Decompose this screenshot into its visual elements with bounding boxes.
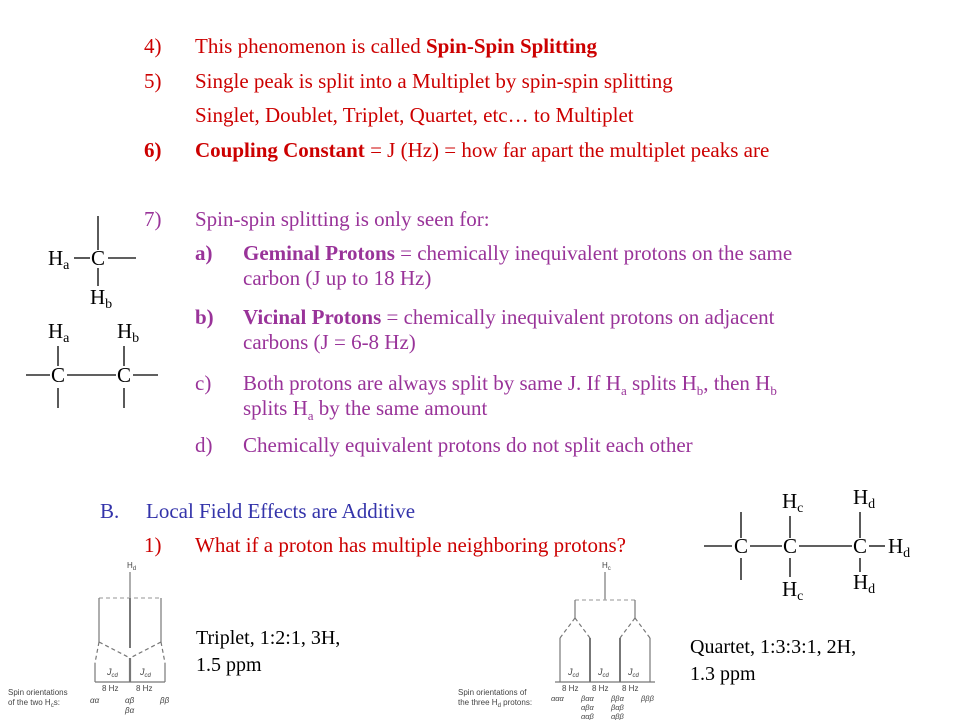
propane-structure	[700, 482, 930, 607]
coupling-hz: 8 Hz	[622, 684, 639, 693]
hydrogen-label: H	[888, 534, 904, 558]
subscript: c	[607, 566, 611, 572]
spin-orientation-label: s:	[53, 698, 60, 707]
item-text: Spin-spin splitting is only seen for:	[195, 207, 490, 231]
hydrogen-label: H	[853, 485, 869, 509]
item-text: splits H	[626, 371, 697, 395]
svg-text:Hc	[602, 561, 611, 572]
carbon-label: C	[51, 363, 66, 387]
subscript: d	[132, 566, 137, 572]
subscript: b	[770, 383, 777, 399]
subscript: cd	[632, 673, 639, 679]
subscript: d	[868, 582, 876, 597]
carbon-label: C	[783, 534, 798, 558]
section-title: Local Field Effects are Additive	[146, 499, 416, 523]
item-number: 4)	[144, 34, 162, 58]
item-text: = chemically inequivalent protons on the same	[394, 241, 793, 265]
svg-text:Hd	[127, 561, 136, 572]
subscript: b	[105, 297, 113, 310]
spin-state: ββ	[160, 696, 170, 705]
item-text: Single peak is split into a Multiplet by spin-spin splitting	[195, 69, 673, 93]
item-text-line2: carbon (J up to 18 Hz)	[243, 266, 432, 290]
subscript: c	[797, 589, 804, 604]
spin-state: βαβ	[611, 703, 624, 712]
item-bold: Geminal Protons	[243, 241, 395, 265]
svg-text:Hb	[117, 319, 139, 346]
spin-state: αββ	[611, 712, 624, 720]
item-text: by the same amount	[313, 396, 488, 420]
item-number: 1)	[144, 533, 162, 557]
vicinal-structure	[20, 318, 170, 418]
svg-text:Ha	[48, 319, 70, 346]
svg-text:Ha	[48, 246, 70, 273]
item-text-line2: carbons (J = 6-8 Hz)	[243, 330, 416, 354]
carbon-label: C	[117, 363, 132, 387]
coupling-hz: 8 Hz	[592, 684, 609, 693]
hydrogen-label: H	[782, 577, 798, 601]
triplet-caption	[196, 625, 340, 679]
subscript: cd	[602, 673, 609, 679]
spin-orientation-label: Spin orientations	[8, 688, 68, 697]
carbon-label: C	[91, 246, 106, 270]
subscript: cd	[111, 673, 118, 679]
item-text: Chemically equivalent protons do not split each other	[243, 433, 693, 457]
spin-orientation-label: protons:	[500, 698, 533, 707]
svg-text:of the two Hcs:	[8, 698, 60, 709]
item-bold: Coupling Constant	[195, 138, 365, 162]
spin-state: αα	[90, 696, 100, 705]
coupling-label: J	[598, 667, 603, 677]
coupling-label: J	[107, 667, 112, 677]
spin-state: ααβ	[581, 712, 594, 720]
subscript: d	[497, 703, 501, 709]
item-number: 7)	[144, 207, 162, 231]
subscript: a	[620, 383, 627, 399]
spin-state: αβ	[125, 696, 135, 705]
subscript: a	[63, 258, 70, 273]
svg-text:Jcd	[106, 667, 119, 679]
svg-text:Jcd	[139, 667, 152, 679]
nucleus-label: H	[127, 561, 133, 570]
item-letter: b)	[195, 305, 214, 329]
svg-text:Hc	[782, 489, 803, 516]
quartet-caption	[690, 634, 856, 688]
nucleus-label: H	[602, 561, 608, 570]
subscript: d	[868, 497, 876, 512]
item-letter: d)	[195, 433, 213, 457]
coupling-label: J	[568, 667, 573, 677]
hydrogen-label: H	[853, 570, 869, 594]
coupling-label: J	[140, 667, 145, 677]
subscript: b	[132, 331, 140, 346]
geminal-structure	[40, 210, 150, 310]
hydrogen-label: H	[782, 489, 798, 513]
svg-text:Hb	[90, 285, 112, 310]
item-text: Singlet, Doublet, Triplet, Quartet, etc… to Multiplet	[195, 103, 634, 127]
item-text: Both protons are always split by same J. If H	[243, 371, 621, 395]
subscript: c	[50, 703, 54, 709]
spin-state: ααα	[551, 694, 564, 703]
spin-state: βα	[125, 706, 135, 715]
item-text: This phenomenon is called	[195, 34, 426, 58]
quartet-splitting-diagram	[450, 558, 680, 720]
svg-text:Hd	[853, 570, 875, 597]
item-text: splits H	[243, 396, 308, 420]
subscript: a	[307, 408, 314, 424]
subscript: cd	[144, 673, 151, 679]
subscript: c	[797, 501, 804, 516]
section-letter: B.	[100, 499, 120, 523]
coupling-label: J	[628, 667, 633, 677]
svg-text:Jcd	[567, 667, 580, 679]
carbon-label: C	[853, 534, 868, 558]
item-letter: a)	[195, 241, 213, 265]
hydrogen-label: H	[117, 319, 133, 343]
spin-state: βββ	[641, 694, 654, 703]
item-text: What if a proton has multiple neighboring protons?	[195, 533, 626, 557]
hydrogen-label: H	[90, 285, 106, 309]
coupling-hz: 8 Hz	[136, 684, 153, 693]
caption-line: 1.5 ppm	[196, 654, 262, 676]
subscript: d	[903, 546, 911, 561]
spin-orientation-label: of the two H	[8, 698, 51, 707]
spin-orientation-label: the three H	[458, 698, 498, 707]
item-bold: Vicinal Protons	[243, 305, 382, 329]
item-5-continuation	[195, 103, 634, 128]
item-number: 5)	[144, 69, 162, 93]
coupling-hz: 8 Hz	[562, 684, 579, 693]
caption-line: Quartet, 1:3:3:1, 2H,	[690, 636, 857, 658]
item-text: = chemically inequivalent protons on adjacent	[381, 305, 775, 329]
svg-text:Hd	[853, 485, 875, 512]
item-bold: Spin-Spin Splitting	[425, 34, 597, 58]
subscript: b	[696, 383, 704, 399]
item-letter: c)	[195, 371, 212, 395]
subscript: a	[63, 331, 70, 346]
caption-line: 1.3 ppm	[690, 663, 756, 685]
spin-state: βαα	[581, 694, 594, 703]
svg-text:Jcd	[627, 667, 640, 679]
item-text: = J (Hz) = how far apart the multiplet peaks are	[364, 138, 770, 162]
carbon-label: C	[734, 534, 749, 558]
spin-state: αβα	[581, 703, 594, 712]
hydrogen-label: H	[48, 319, 64, 343]
item-number: 6)	[144, 138, 162, 162]
subscript: cd	[572, 673, 579, 679]
svg-text:Hc	[782, 577, 803, 604]
hydrogen-label: H	[48, 246, 64, 270]
spin-orientation-label: Spin orientations of	[458, 688, 527, 697]
svg-text:Hd	[888, 534, 910, 561]
item-text: , then H	[703, 371, 771, 395]
caption-line: Triplet, 1:2:1, 3H,	[196, 627, 341, 649]
coupling-hz: 8 Hz	[102, 684, 119, 693]
spin-state: ββα	[611, 694, 624, 703]
svg-text:the three Hd protons:	[458, 698, 532, 709]
triplet-splitting-diagram	[0, 558, 185, 720]
svg-text:Jcd	[597, 667, 610, 679]
